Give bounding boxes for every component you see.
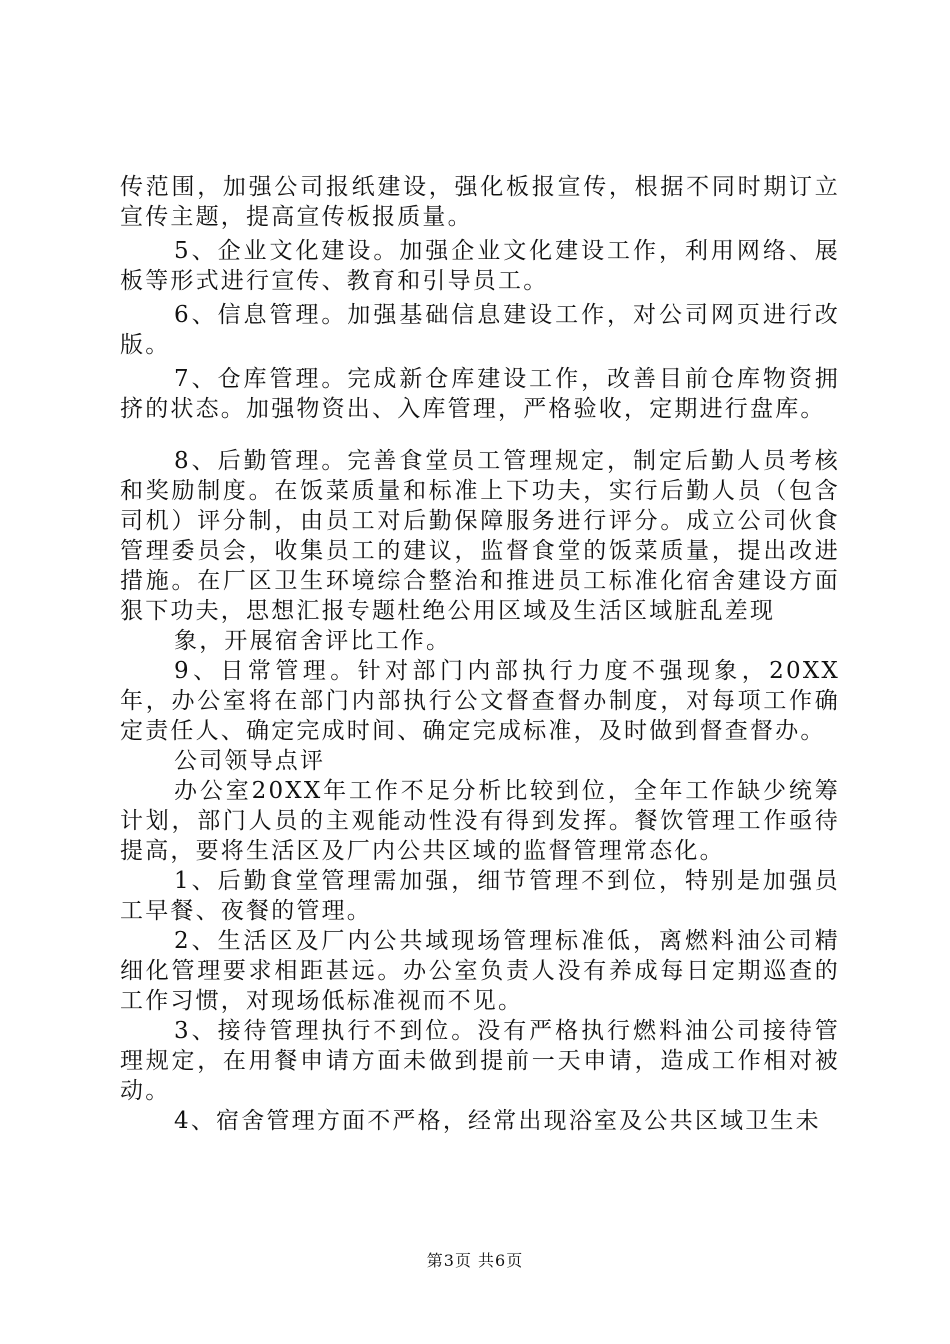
paragraph-comment-1-canteen: 1、后勤食堂管理需加强，细节管理不到位，特别是加强员工早餐、夜餐的管理。 xyxy=(120,868,840,924)
paragraph-item-8-logistics-management: 8、后勤管理。完善食堂员工管理规定，制定后勤人员考核和奖励制度。在饭菜质量和标准上下功夫，实行后勤人员（包含司机）评分制，由员工对后勤保障服务进行评分。成立公司伙食管理委员会，收集员工的建议，监督食堂的饭菜质量，提出改进措施。在厂区卫生环境综合整治和推进员工标准化宿舍建设方面狠下功夫，思想汇报专题杜绝公用区域及生活区域脏乱差现 xyxy=(120,448,840,624)
paragraph-item-9-daily-management: 9、日常管理。针对部门内部执行力度不强现象，20XX年，办公室将在部门内部执行公文督查督办制度，对每项工作确定责任人、确定完成时间、确定完成标准，及时做到督查督办。 xyxy=(120,658,840,744)
page-number-footer: 第3页 共6页 xyxy=(426,1251,524,1270)
paragraph-item-6-information-management: 6、信息管理。加强基础信息建设工作，对公司网页进行改版。 xyxy=(120,302,840,358)
paragraph-item-7-warehouse-management: 7、仓库管理。完成新仓库建设工作，改善目前仓库物资拥挤的状态。加强物资出、入库管理，严格验收，定期进行盘库。 xyxy=(120,366,840,422)
document-body xyxy=(120,172,840,1136)
paragraph-comment-2-site-management: 2、生活区及厂内公共域现场管理标准低，离燃料油公司精细化管理要求相距甚远。办公室负责人没有养成每日定期巡查的工作习惯，对现场低标准视而不见。 xyxy=(120,928,840,1014)
section-heading-leader-comments: 公司领导点评 xyxy=(174,748,326,774)
paragraph-publicity-continued: 传范围，加强公司报纸建设，强化板报宣传，根据不同时期订立宣传主题，提高宣传板报质量。 xyxy=(120,174,840,230)
paragraph-item-8-continued: 象，开展宿舍评比工作。 xyxy=(174,628,452,654)
paragraph-item-5-corporate-culture: 5、企业文化建设。加强企业文化建设工作，利用网络、展板等形式进行宣传、教育和引导员工。 xyxy=(120,238,840,294)
paragraph-comment-4-dormitory: 4、宿舍管理方面不严格，经常出现浴室及公共区域卫生未 xyxy=(174,1108,821,1134)
paragraph-leader-comment-summary: 办公室20XX年工作不足分析比较到位，全年工作缺少统筹计划，部门人员的主观能动性没有得到发挥。餐饮管理工作亟待提高，要将生活区及厂内公共区域的监督管理常态化。 xyxy=(120,778,840,864)
paragraph-comment-3-reception: 3、接待管理执行不到位。没有严格执行燃料油公司接待管理规定，在用餐申请方面未做到提前一天申请，造成工作相对被动。 xyxy=(120,1018,840,1104)
